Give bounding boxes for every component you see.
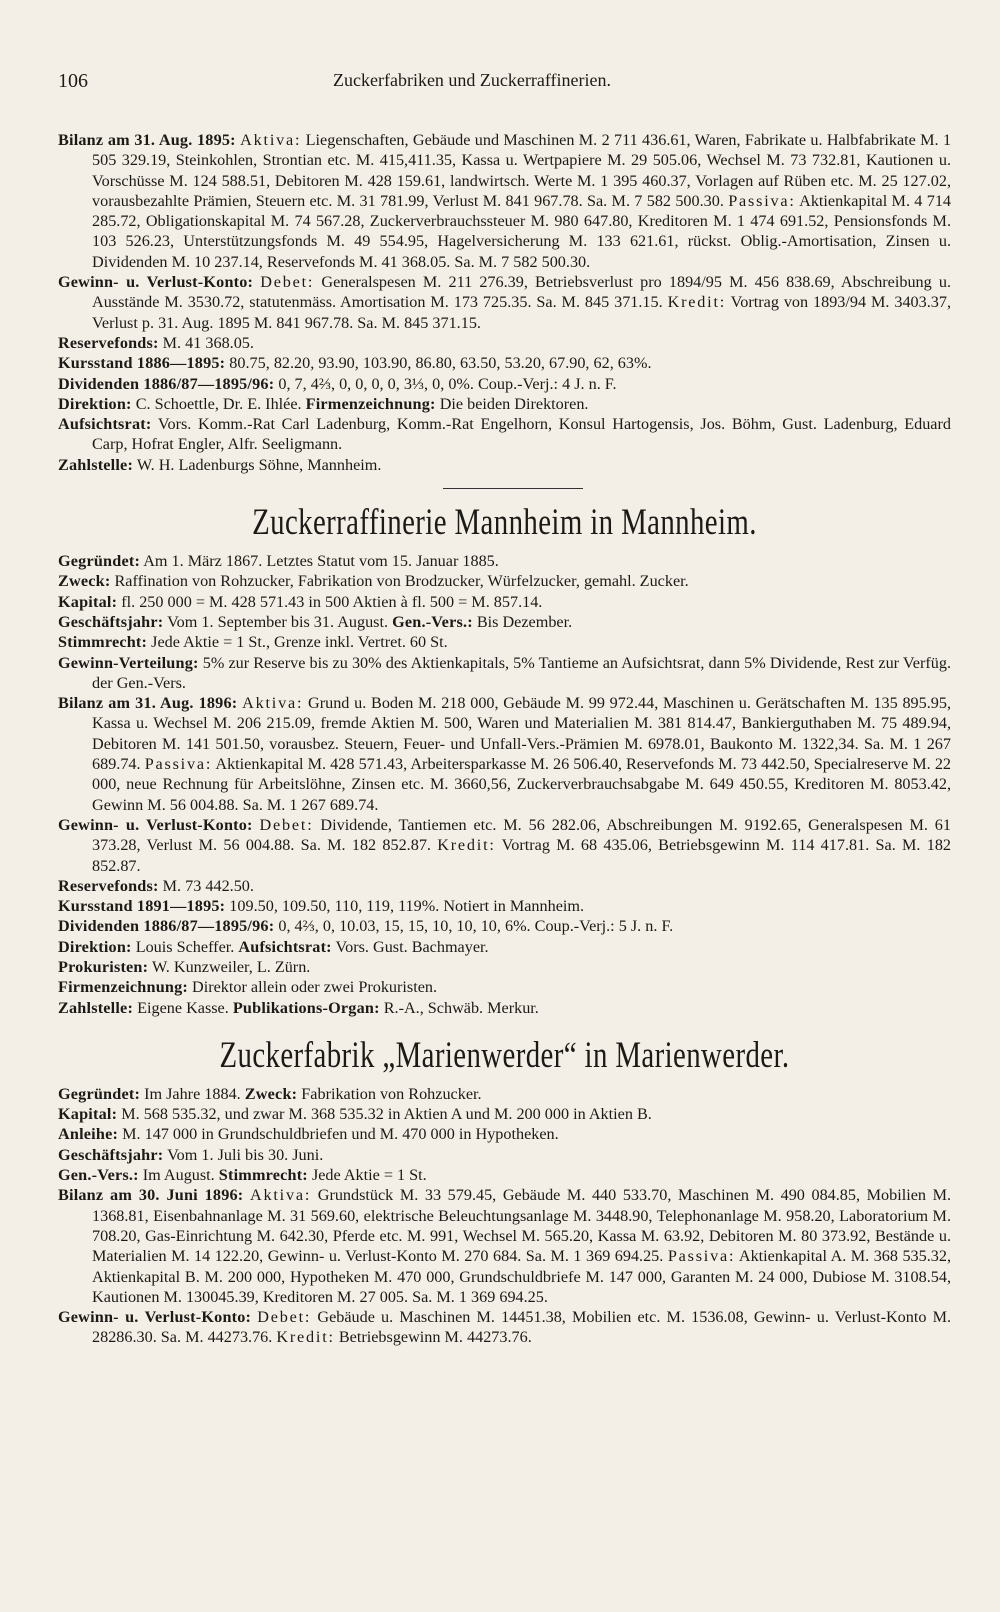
entry-geschaeftsjahr: Geschäftsjahr: Vom 1. September bis 31. August. Gen.-Vers.: Bis Dezember. xyxy=(58,612,573,631)
entry-gewinn-verlust: Gewinn- u. Verlust-Konto: Debet: Gebäude u. Maschinen M. 14451.38, Mobilien etc. M. 1536.08, Gewinn- u. Verlust-Konto M. 28286.30. Sa. M. 44273.76. Kredit: Betriebsgewinn M. 44273.76. xyxy=(58,1308,952,1347)
entry-aufsichtsrat: Aufsichtsrat: Vors. Komm.-Rat Carl Ladenburg, Komm.-Rat Engelhorn, Konsul Hartogensis, Jos. Böhm, Gust. Ladenburg, Eduard Carp, Hofrat Engler, Alfr. Seeligmann. xyxy=(58,415,951,454)
entry-kursstand: Kursstand 1886—1895: 80.75, 82.20, 93.90, 103.90, 86.80, 63.50, 53.20, 67.90, 62, 63%. xyxy=(58,354,652,373)
entry-direktion: Direktion: Louis Scheffer. Aufsichtsrat: Vors. Gust. Bachmayer. xyxy=(58,937,489,956)
entry-firmenzeichnung: Firmenzeichnung: Direktor allein oder zwei Prokuristen. xyxy=(58,978,438,997)
entry-kapital: Kapital: M. 568 535.32, und zwar M. 368 535.32 in Aktien A und M. 200 000 in Aktien B. xyxy=(58,1105,652,1124)
section-title: Zuckerfabrik „Marienwerder“ in Marienwerder. xyxy=(219,1034,790,1076)
entry-reservefonds: Reservefonds: M. 73 442.50. xyxy=(58,876,254,895)
entry-dividenden: Dividenden 1886/87—1895/96: 0, 7, 4⅔, 0, 0, 0, 0, 3⅓, 0, 0%. Coup.-Verj.: 4 J. n. F. xyxy=(58,374,617,393)
entry-gegruendet: Gegründet: Am 1. März 1867. Letztes Statut vom 15. Januar 1885. xyxy=(58,552,499,571)
entry-prokuristen: Prokuristen: W. Kunzweiler, L. Zürn. xyxy=(58,957,311,976)
section-divider xyxy=(443,488,583,489)
entry-kapital: Kapital: fl. 250 000 = M. 428 571.43 in 500 Aktien à fl. 500 = M. 857.14. xyxy=(58,592,543,611)
entry-anleihe: Anleihe: M. 147 000 in Grundschuldbriefen und M. 470 000 in Hypotheken. xyxy=(58,1125,559,1144)
entry-direktion: Direktion: C. Schoettle, Dr. E. Ihlée. Firmenzeichnung: Die beiden Direktoren. xyxy=(58,394,589,413)
page-number: 106 xyxy=(58,70,88,92)
entry-dividenden: Dividenden 1886/87—1895/96: 0, 4⅔, 0, 10.03, 15, 15, 10, 10, 10, 6%. Coup.-Verj.: 5 J. n. F. xyxy=(58,917,674,936)
entry-gen-vers: Gen.-Vers.: Im August. Stimmrecht: Jede Aktie = 1 St. xyxy=(58,1166,427,1185)
entry-gewinn-verlust: Gewinn- u. Verlust-Konto: Debet: Dividende, Tantiemen etc. M. 56 282.06, Abschreibungen M. 9192.65, Generalspesen M. 61 373.28, Verlust M. 56 004.88. Sa. M. 182 852.87. Kredit: Vortrag M. 68 435.06, Betriebsgewinn M. 114 417.81. Sa. M. 182 852.87. xyxy=(58,815,952,875)
section-title: Zuckerraffinerie Mannheim in Mannheim. xyxy=(252,502,757,544)
section-continued-company xyxy=(58,130,951,475)
entry-reservefonds: Reservefonds: M. 41 368.05. xyxy=(58,333,254,352)
entry-zahlstelle: Zahlstelle: Eigene Kasse. Publikations-Organ: R.-A., Schwäb. Merkur. xyxy=(58,998,539,1017)
entry-zahlstelle: Zahlstelle: W. H. Ladenburgs Söhne, Mannheim. xyxy=(58,455,382,474)
running-title: Zuckerfabriken und Zuckerraffinerien. xyxy=(333,70,612,90)
entry-bilanz-1896: Bilanz am 30. Juni 1896: Aktiva: Grundstück M. 33 579.45, Gebäude M. 440 533.70, Maschinen M. 490 084.85, Mobilien M. 1368.81, Eisenbahnanlage M. 31 569.60, elektrische Beleuchtungsanlage M. 3448.90, Telephonanlage M. 958.20, Laboratorium M. 708.20, Gas-Einrichtung M. 642.30, Pferde etc. M. 991, Wechsel M. 565.20, Kassa M. 63.92, Debitoren M. 80 373.92, Bestände u. Materialien M. 14 122.20, Gewinn- u. Verlust-Konto M. 270 684. Sa. M. 1 369 694.25. Passiva: Aktienkapital A. M. 368 535.32, Aktienkapital B. M. 200 000, Hypotheken M. 470 000, Grundschuldbriefe M. 147 000, Garanten M. 24 000, Dubiose M. 3108.54, Kautionen M. 130045.39, Kreditoren M. 27 005. Sa. M. 1 369 694.25. xyxy=(58,1186,952,1306)
entry-gewinn-verteilung: Gewinn-Verteilung: 5% zur Reserve bis zu 30% des Aktienkapitals, 5% Tantieme an Aufsichtsrat, dann 5% Dividende, Rest zur Verfüg. der Gen.-Vers. xyxy=(58,653,951,692)
entry-bilanz-1896: Bilanz am 31. Aug. 1896: Aktiva: Grund u. Boden M. 218 000, Gebäude M. 99 972.44, Maschinen u. Gerätschaften M. 135 895.95, Kassa u. Wechsel M. 206 215.09, fremde Aktien M. 500, Waren und Materialien M. 381 814.47, Bankierguthaben M. 75 489.94, Debitoren M. 141 501.50, vorausbez. Steuern, Feuer- und Unfall-Vers.-Prämien M. 6978.01, Baukonto M. 1322,34. Sa. M. 1 267 689.74. Passiva: Aktienkapital M. 428 571.43, Arbeitersparkasse M. 26 506.40, Reservefonds M. 73 442.50, Specialreserve M. 22 000, neue Rechnung für Arbeitslöhne, Zinsen etc. M. 3660,56, Zuckerverbrauchsabgabe M. 649 450.55, Kreditoren M. 8053.42, Gewinn M. 56 004.88. Sa. M. 1 267 689.74. xyxy=(58,694,952,814)
entry-kursstand: Kursstand 1891—1895: 109.50, 109.50, 110, 119, 119%. Notiert in Mannheim. xyxy=(58,897,585,916)
running-head xyxy=(58,70,1000,100)
section-zuckerraffinerie-mannheim xyxy=(58,501,951,1018)
entry-gewinn-verlust: Gewinn- u. Verlust-Konto: Debet: Generalspesen M. 211 276.39, Betriebsverlust pro 1894/95 M. 456 838.69, Abschreibung u. Ausstände M. 3530.72, statutenmäss. Amortisation M. 173 725.35. Sa. M. 845 371.15. Kredit: Vortrag von 1893/94 M. 3403.37, Verlust p. 31. Aug. 1895 M. 841 967.78. Sa. M. 845 371.15. xyxy=(58,273,952,332)
entry-stimmrecht: Stimmrecht: Jede Aktie = 1 St., Grenze inkl. Vertret. 60 St. xyxy=(58,633,448,652)
section-zuckerfabrik-marienwerder xyxy=(58,1034,951,1348)
entry-zweck: Zweck: Raffination von Rohzucker, Fabrikation von Brodzucker, Würfelzucker, gemahl. Zucker. xyxy=(58,572,689,591)
entry-geschaeftsjahr: Geschäftsjahr: Vom 1. Juli bis 30. Juni. xyxy=(58,1145,324,1164)
entry-gegruendet: Gegründet: Im Jahre 1884. Zweck: Fabrikation von Rohzucker. xyxy=(58,1084,482,1103)
entry-bilanz-1895: Bilanz am 31. Aug. 1895: Aktiva: Liegenschaften, Gebäude und Maschinen M. 2 711 436.61, Waren, Fabrikate u. Halbfabrikate M. 1 505 329.19, Steinkohlen, Strontian etc. M. 415,411.35, Kassa u. Wertpapiere M. 29 505.06, Wechsel M. 73 732.81, Kautionen u. Vorschüsse M. 124 588.51, Debitoren M. 428 159.61, landwirtsch. Werte M. 1 395 460.37, Vorlagen auf Rüben etc. M. 25 127.02, vorausbezahlte Prämien, Steuern etc. M. 31 781.99, Verlust M. 841 967.78. Sa. M. 7 582 500.30. Passiva: Aktienkapital M. 4 714 285.72, Obligationskapital M. 74 567.28, Zuckerverbrauchssteuer M. 980 647.80, Kreditoren M. 1 474 691.52, Pensionsfonds M. 103 526.23, Unterstützungsfonds M. 49 554.95, Hagelversicherung M. 133 621.61, rückst. Oblig.-Amortisation, Zinsen u. Dividenden M. 10 237.14, Reservefonds M. 41 368.05. Sa. M. 7 582 500.30. xyxy=(58,131,952,271)
